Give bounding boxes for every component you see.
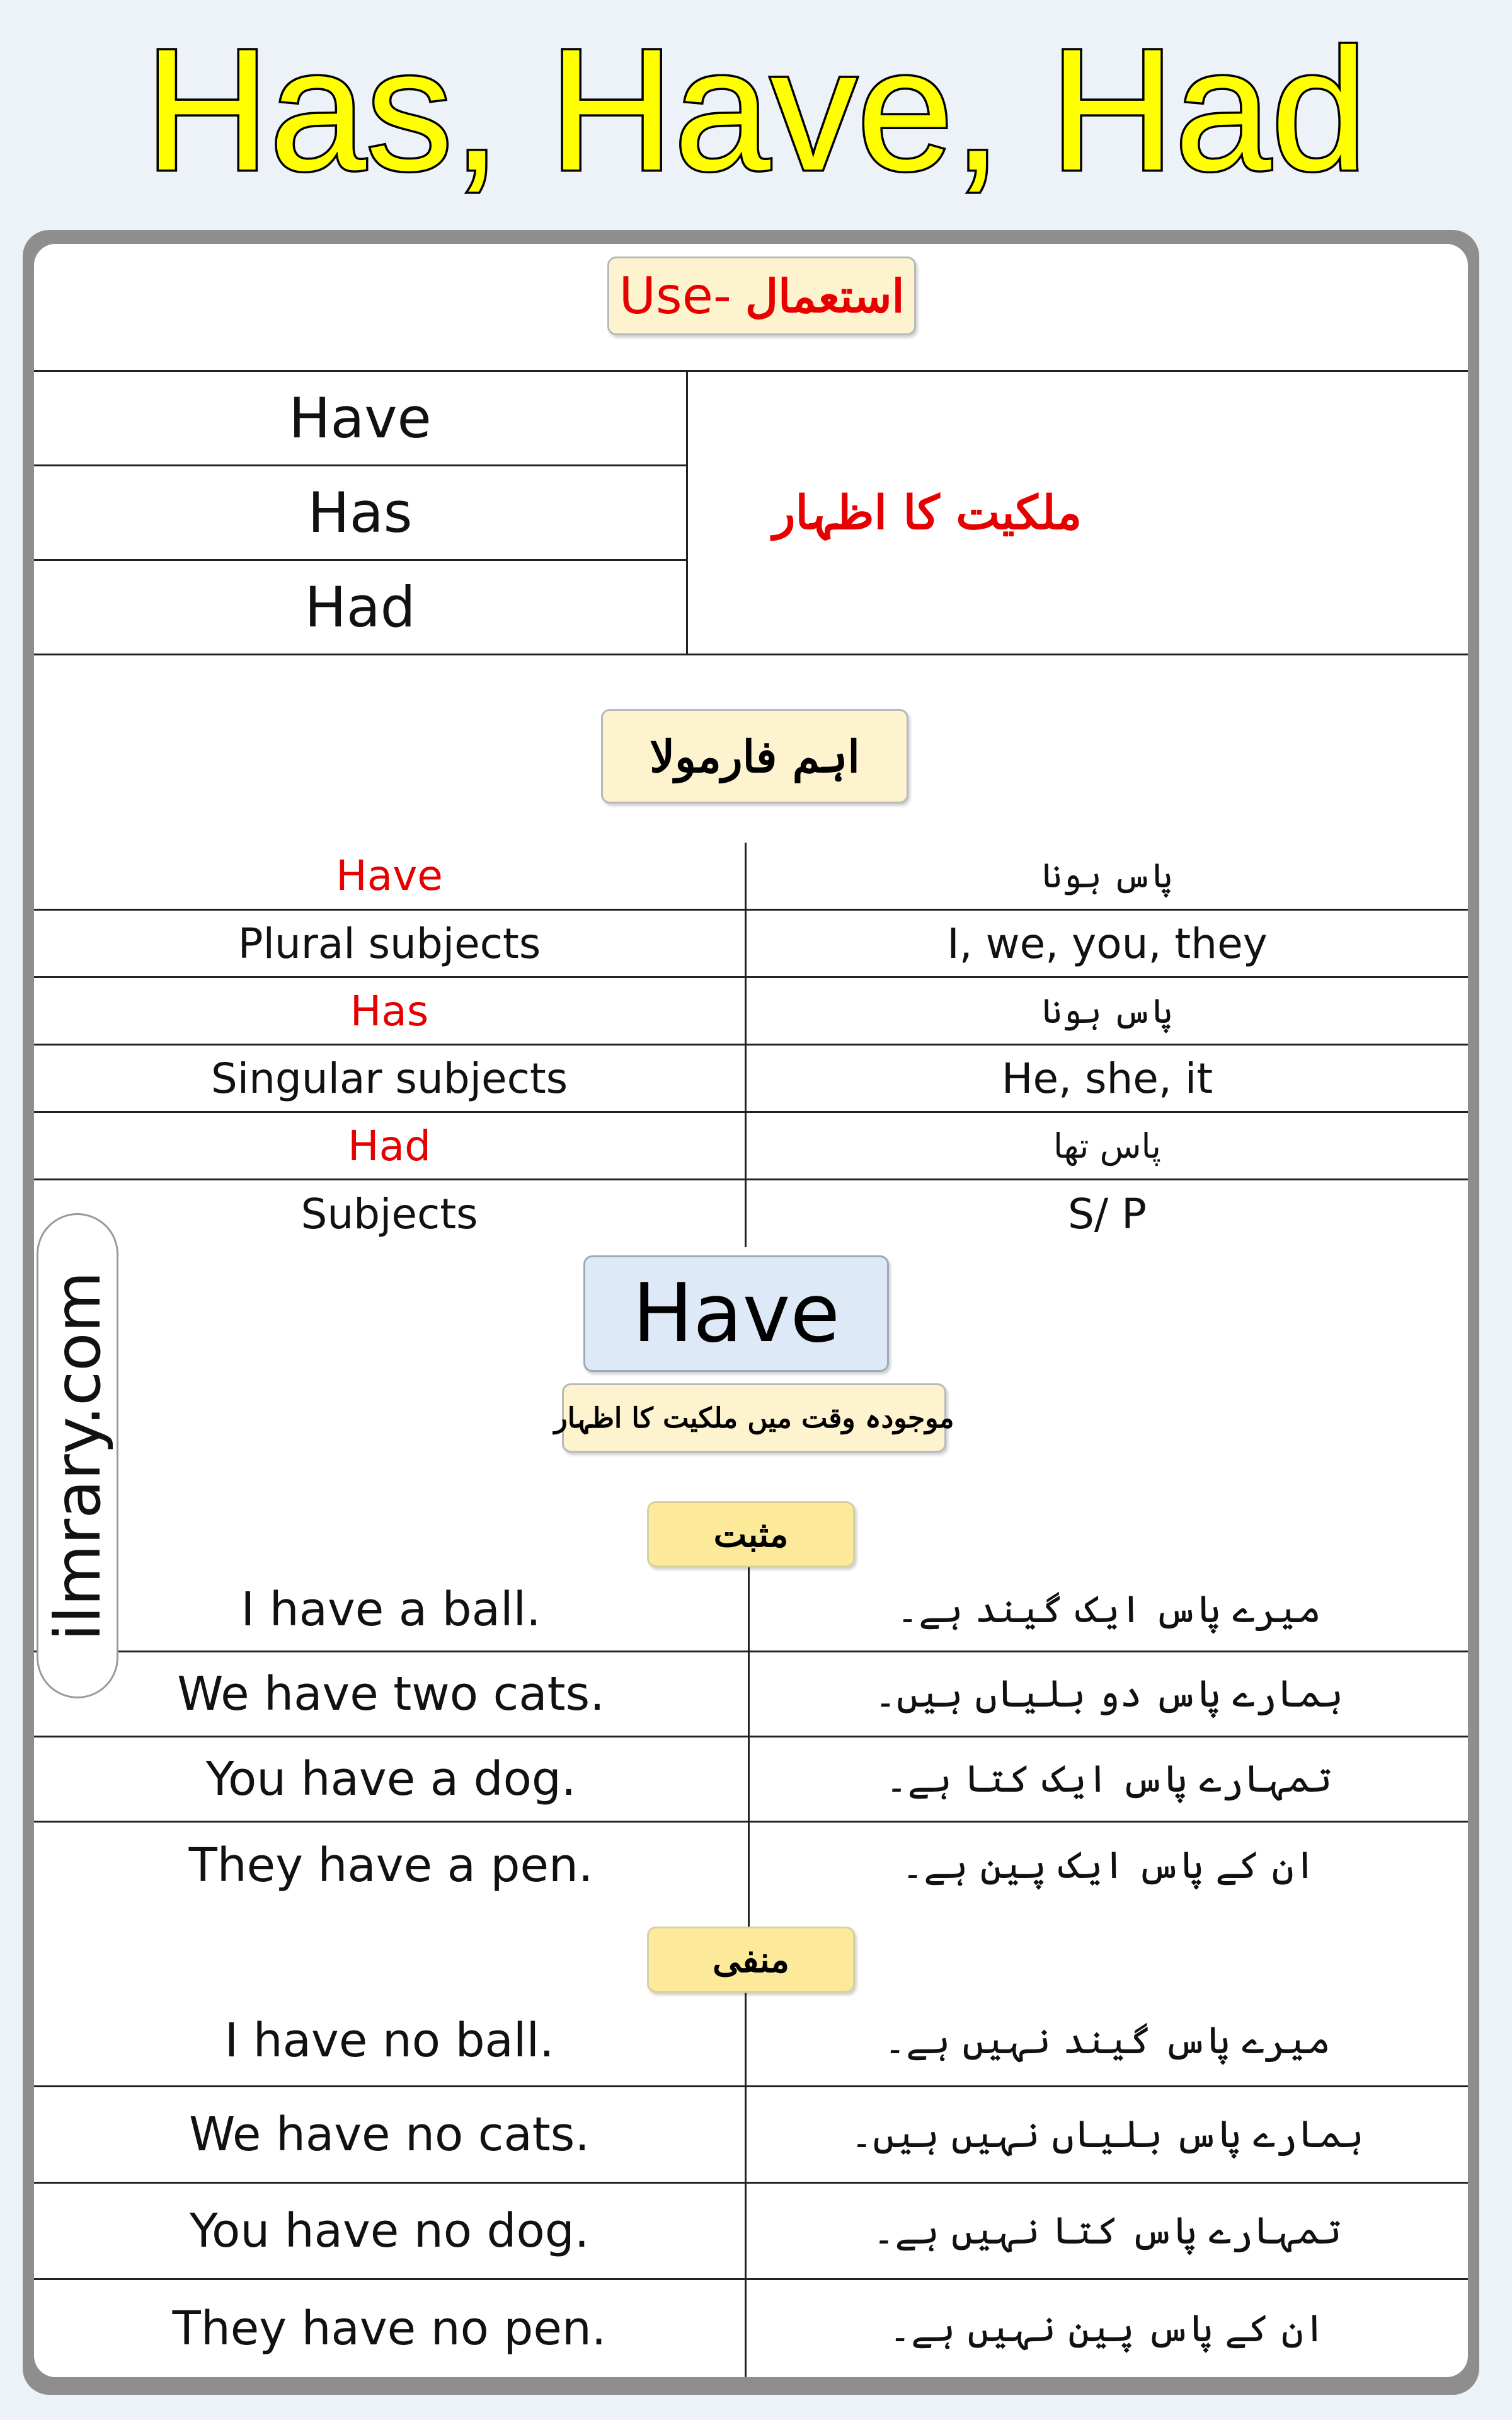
formula-row-right: پاس تھا: [1053, 1126, 1161, 1166]
watermark-badge: [37, 1213, 118, 1698]
formula-row-right: I, we, you, they: [947, 919, 1268, 968]
positive-ur: تمہارے پاس ایک کتا ہے۔: [885, 1757, 1332, 1801]
have-heading: Have: [632, 1267, 840, 1361]
positive-label: مثبت: [713, 1513, 789, 1555]
content-card: [23, 230, 1479, 2395]
negative-ur: ان کے پاس پین نہیں ہے۔: [888, 2307, 1326, 2351]
negative-ur: ہمارے پاس بلیاں نہیں ہیں۔: [850, 2112, 1364, 2157]
meaning-possession: ملکیت کا اظہار: [772, 485, 1082, 540]
formula-row-left: Subjects: [301, 1189, 478, 1238]
have-heading-box: [583, 1255, 889, 1372]
watermark-text: ilmrary.com: [40, 1270, 115, 1641]
formula-row-right: پاس ہونا: [1042, 991, 1173, 1031]
positive-ur: میرے پاس ایک گیند ہے۔: [896, 1587, 1321, 1632]
formula-row-right: He, she, it: [1001, 1054, 1213, 1103]
have-subheading: موجودہ وقت میں ملکیت کا اظہار: [554, 1402, 954, 1434]
verb-have: Have: [289, 386, 432, 451]
have-subheading-box: [554, 1383, 954, 1453]
negative-en: I have no ball.: [224, 2014, 554, 2068]
formula-box: [601, 709, 908, 804]
formula-row-left: Had: [348, 1121, 431, 1170]
formula-row-right: S/ P: [1068, 1189, 1147, 1238]
positive-en: I have a ball.: [241, 1582, 541, 1637]
positive-ur: ان کے پاس ایک پین ہے۔: [902, 1843, 1316, 1887]
positive-ur: ہمارے پاس دو بلیاں ہیں۔: [874, 1672, 1344, 1716]
use-label-urdu: استعمال: [745, 269, 905, 323]
formula-label: اہم فارمولا: [650, 730, 860, 783]
positive-en: They have a pen.: [188, 1838, 593, 1893]
formula-row-left: Plural subjects: [238, 919, 541, 968]
negative-en: They have no pen.: [172, 2302, 607, 2356]
negative-label: منفی: [713, 1939, 789, 1981]
content-panel: [34, 244, 1468, 2377]
formula-row-left: Singular subjects: [210, 1054, 568, 1103]
use-label-english: Use-: [619, 267, 731, 325]
divider: [34, 654, 1468, 655]
page-title: Has, Have, Had: [144, 13, 1368, 207]
formula-row-right: پاس ہونا: [1042, 856, 1173, 896]
formula-row-left: Has: [350, 986, 429, 1035]
negative-en: We have no cats.: [189, 2107, 590, 2162]
use-box: [607, 256, 916, 335]
negative-ur: میرے پاس گیند نہیں ہے۔: [883, 2019, 1331, 2063]
formula-row-left: Have: [336, 851, 443, 900]
verb-has: Has: [307, 480, 413, 545]
positive-label-box: [647, 1501, 855, 1567]
positive-en: You have a dog.: [205, 1752, 576, 1806]
negative-ur: تمہارے پاس کتا نہیں ہے۔: [873, 2209, 1342, 2253]
negative-en: You have no dog.: [189, 2204, 590, 2258]
positive-en: We have two cats.: [177, 1667, 605, 1721]
verb-had: Had: [304, 575, 416, 640]
negative-label-box: [647, 1927, 855, 1993]
